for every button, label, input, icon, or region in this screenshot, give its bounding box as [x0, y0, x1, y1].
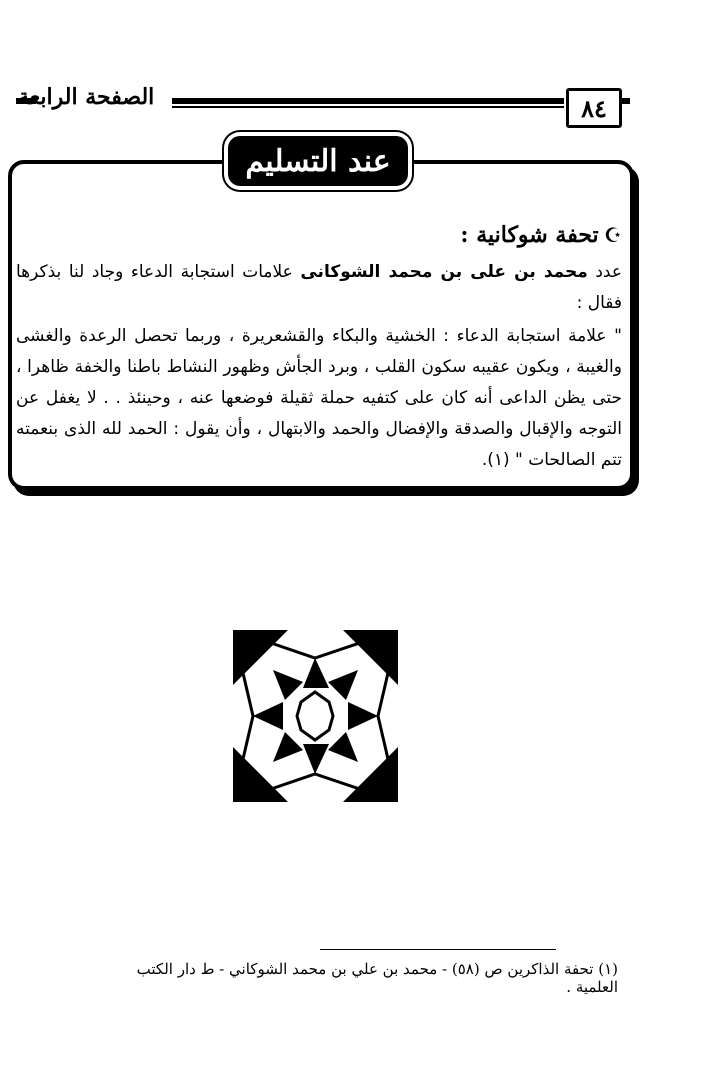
- footnote: (١) تحفة الذاكرين ص (٥٨) - محمد بن علي بن محمد الشوكاني - ط دار الكتب العلمية .: [136, 960, 618, 996]
- intro-paragraph: [16, 257, 622, 319]
- running-head: الصفحة الرابعة: [18, 84, 155, 110]
- footnote-rule: [320, 949, 556, 950]
- bullet-icon: ☪: [604, 223, 622, 247]
- quote-paragraph: " علامة استجابة الدعاء : الخشية والبكاء والقشعريرة ، وربما تحصل الرعدة والغشى والغيبة ، ويكون عقيبه سكون القلب ، وبرد الجأش وظهور النشاط باطنا والخفة ظاهرا ، حتى يظن الداعى أنه كان على كتفيه حملة ثقيلة فوضعها عنه ، وحينئذ . . لا يغفل عن التوجه والإقبال والصدقة والإفضال والحمد والابتهال ، وأن يقول : الحمد لله الذى بنعمته تتم الصالحات " (١).: [16, 326, 622, 470]
- header-rule-left: [172, 98, 564, 104]
- header-rule-left-thin: [172, 106, 564, 108]
- section-body: [16, 220, 622, 476]
- section-title: عند التسليم: [228, 136, 408, 186]
- scholar-name: محمد بن على بن محمد الشوكانى: [300, 262, 588, 282]
- page-number: ٨٤: [566, 88, 622, 128]
- intro-tail: علامات استجابة الدعاء وجاد لنا بذكرها فقال :: [16, 262, 622, 313]
- geometric-star-ornament: [233, 630, 398, 802]
- subheading: تحفة شوكانية :: [460, 222, 599, 248]
- subheading-line: [16, 220, 622, 253]
- intro-lead: عدد: [587, 262, 623, 282]
